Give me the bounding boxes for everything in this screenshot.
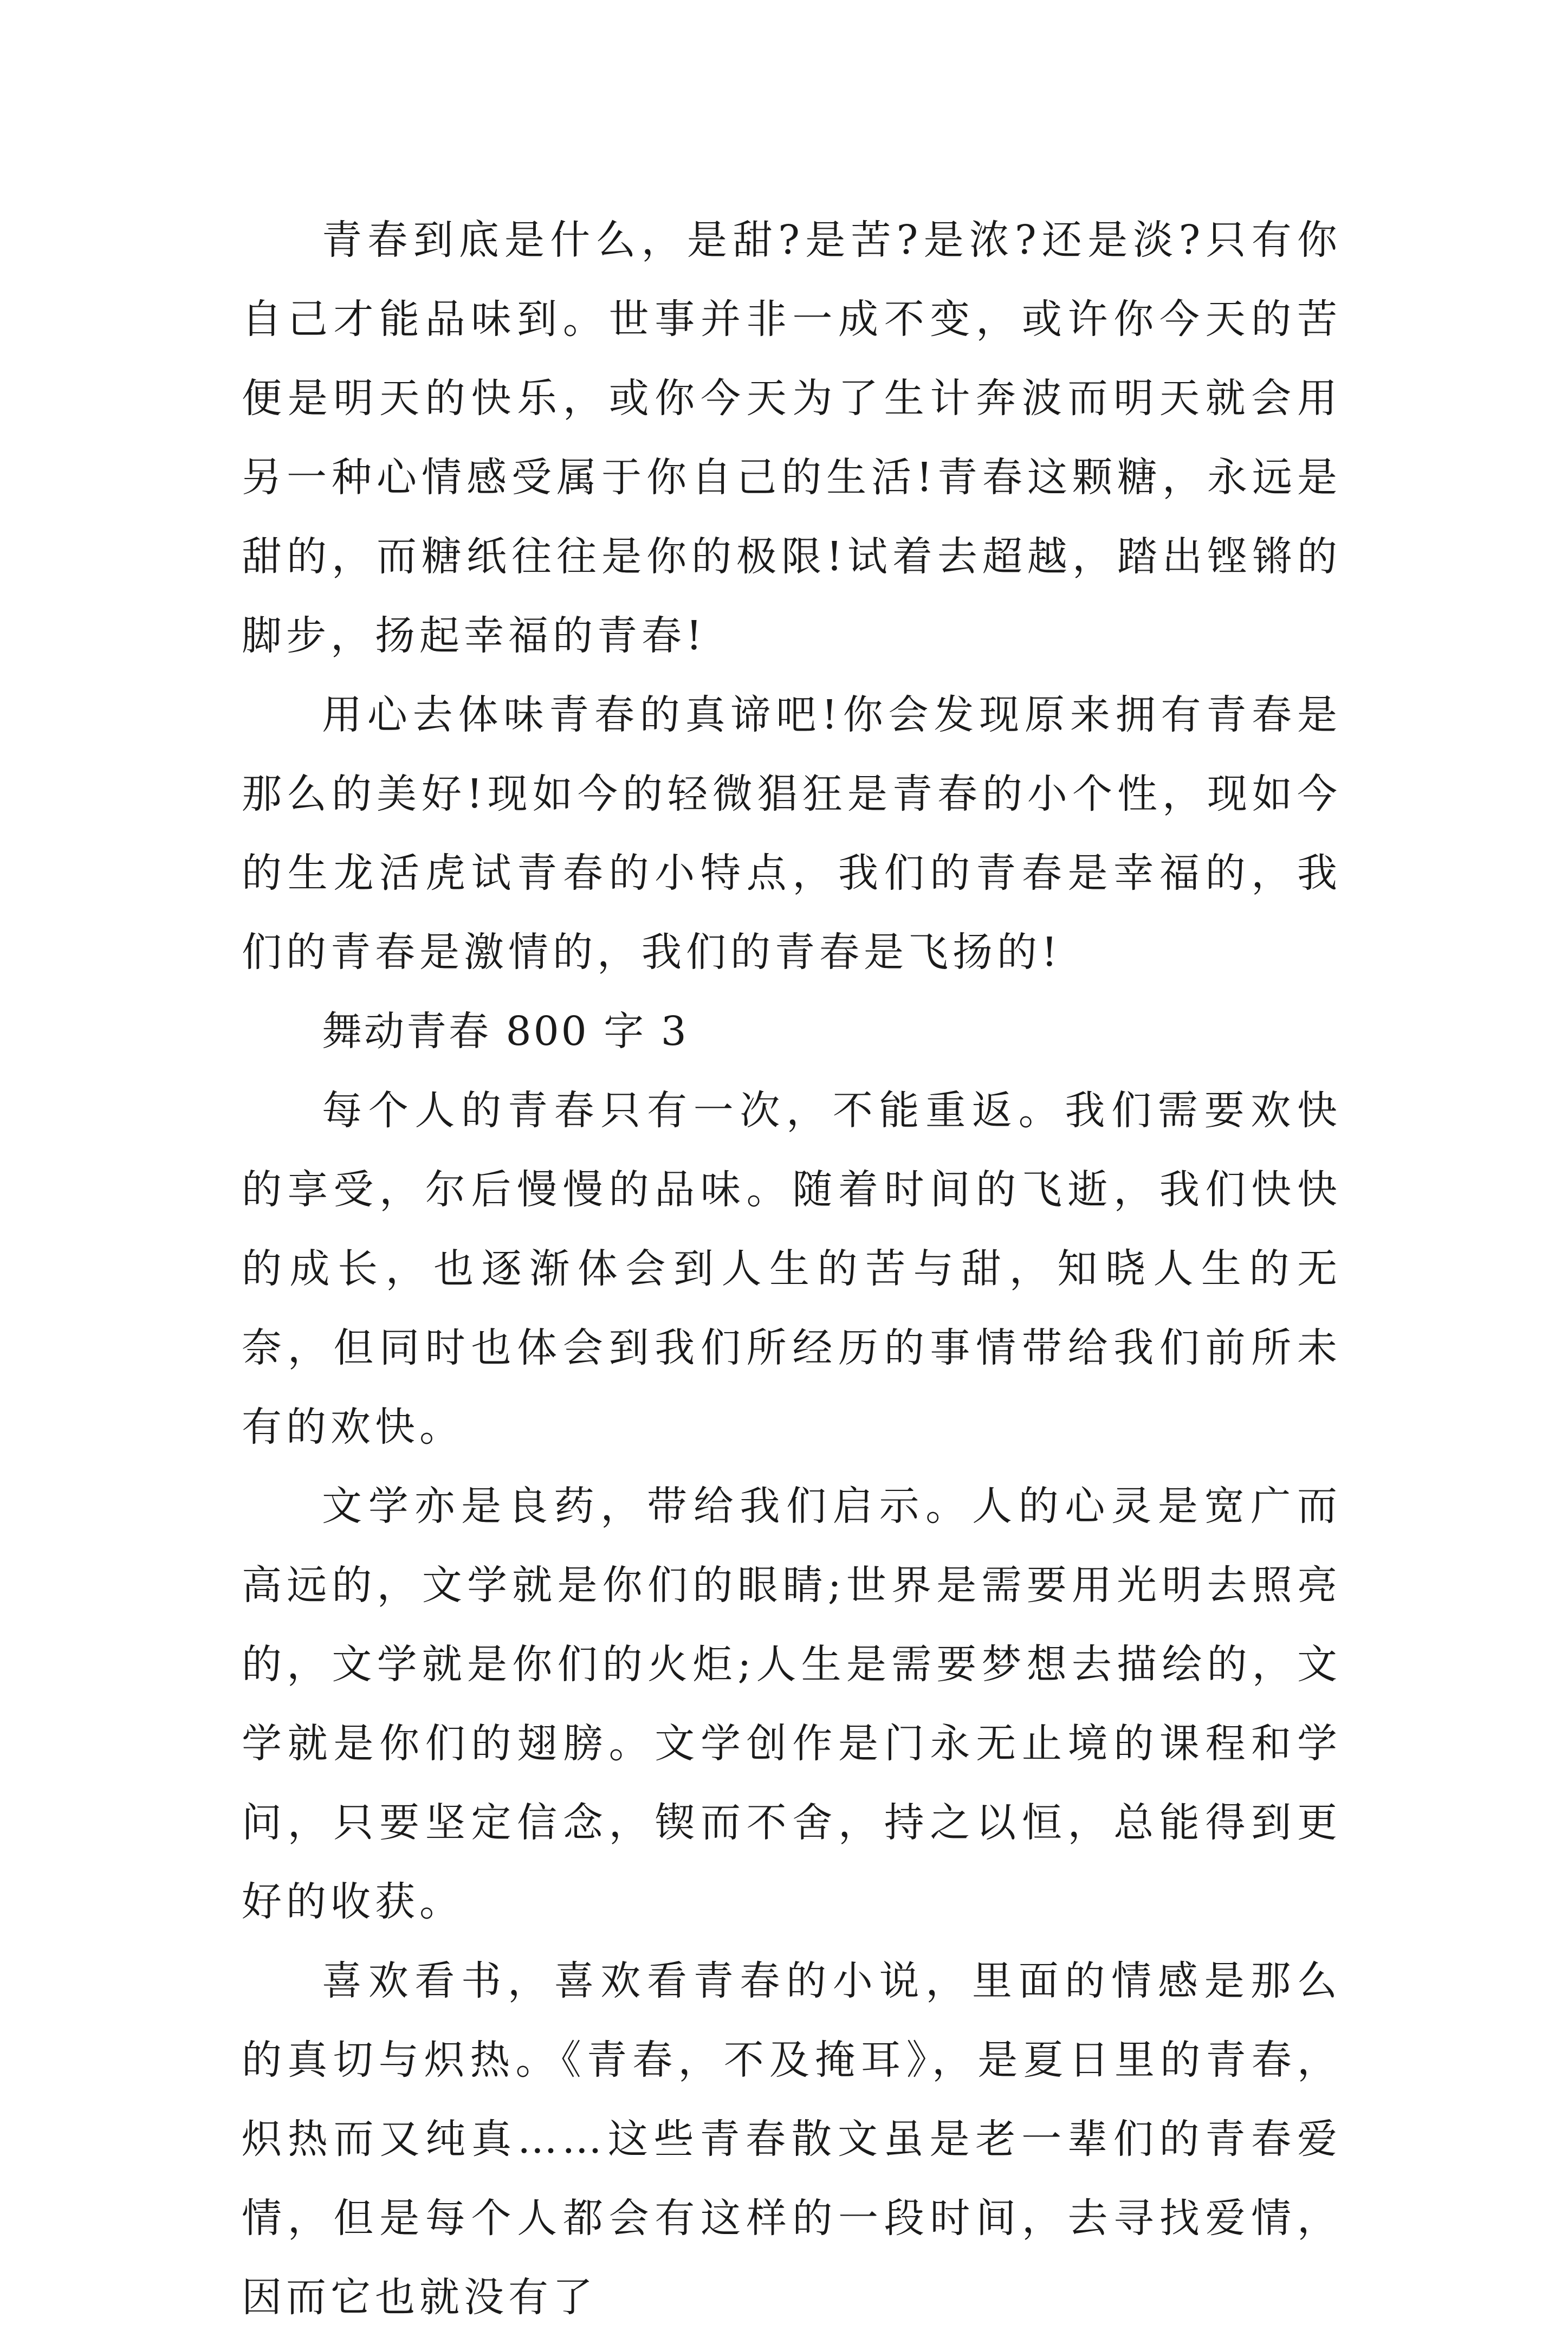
paragraph-4: 文学亦是良药，带给我们启示。人的心灵是宽广而高远的，文学就是你们的眼睛;世界是需要用光明去照亮的，文学就是你们的火炬;人生是需要梦想去描绘的，文学就是你们的翅膀。文学创作是门永无止境的课程和学问，只要坚定信念，锲而不舍，持之以恒，总能得到更好的收获。 bbox=[242, 1483, 1342, 1925]
paragraph-3: 每个人的青春只有一次，不能重返。我们需要欢快的享受，尔后慢慢的品味。随着时间的飞逝，我们快快的成长，也逐渐体会到人生的苦与甜，知晓人生的无奈，但同时也体会到我们所经历的事情带给我们前所未有的欢快。 bbox=[242, 1087, 1342, 1450]
paragraph-1: 青春到底是什么，是甜?是苦?是浓?还是淡?只有你自己才能品味到。世事并非一成不变，或许你今天的苦便是明天的快乐，或你今天为了生计奔波而明天就会用另一种心情感受属于你自己的生活!青春这颗糖，永远是甜的，而糖纸往往是你的极限!试着去超越，踏出铿锵的脚步，扬起幸福的青春! bbox=[242, 217, 1342, 659]
paragraph-2: 用心去体味青春的真谛吧!你会发现原来拥有青春是那么的美好!现如今的轻微猖狂是青春的小个性，现如今的生龙活虎试青春的小特点，我们的青春是幸福的，我们的青春是激情的，我们的青春是飞扬的! bbox=[242, 692, 1342, 976]
paragraph-5: 喜欢看书，喜欢看青春的小说，里面的情感是那么的真切与炽热。《青春，不及掩耳》，是夏日里的青春，炽热而又纯真……这些青春散文虽是老一辈们的青春爱情，但是每个人都会有这样的一段时间，去寻找爱情，因而它也就没有了 bbox=[242, 1958, 1342, 2321]
document-body bbox=[242, 201, 1342, 2337]
section-heading: 舞动青春 800 字 3 bbox=[322, 1008, 689, 1055]
